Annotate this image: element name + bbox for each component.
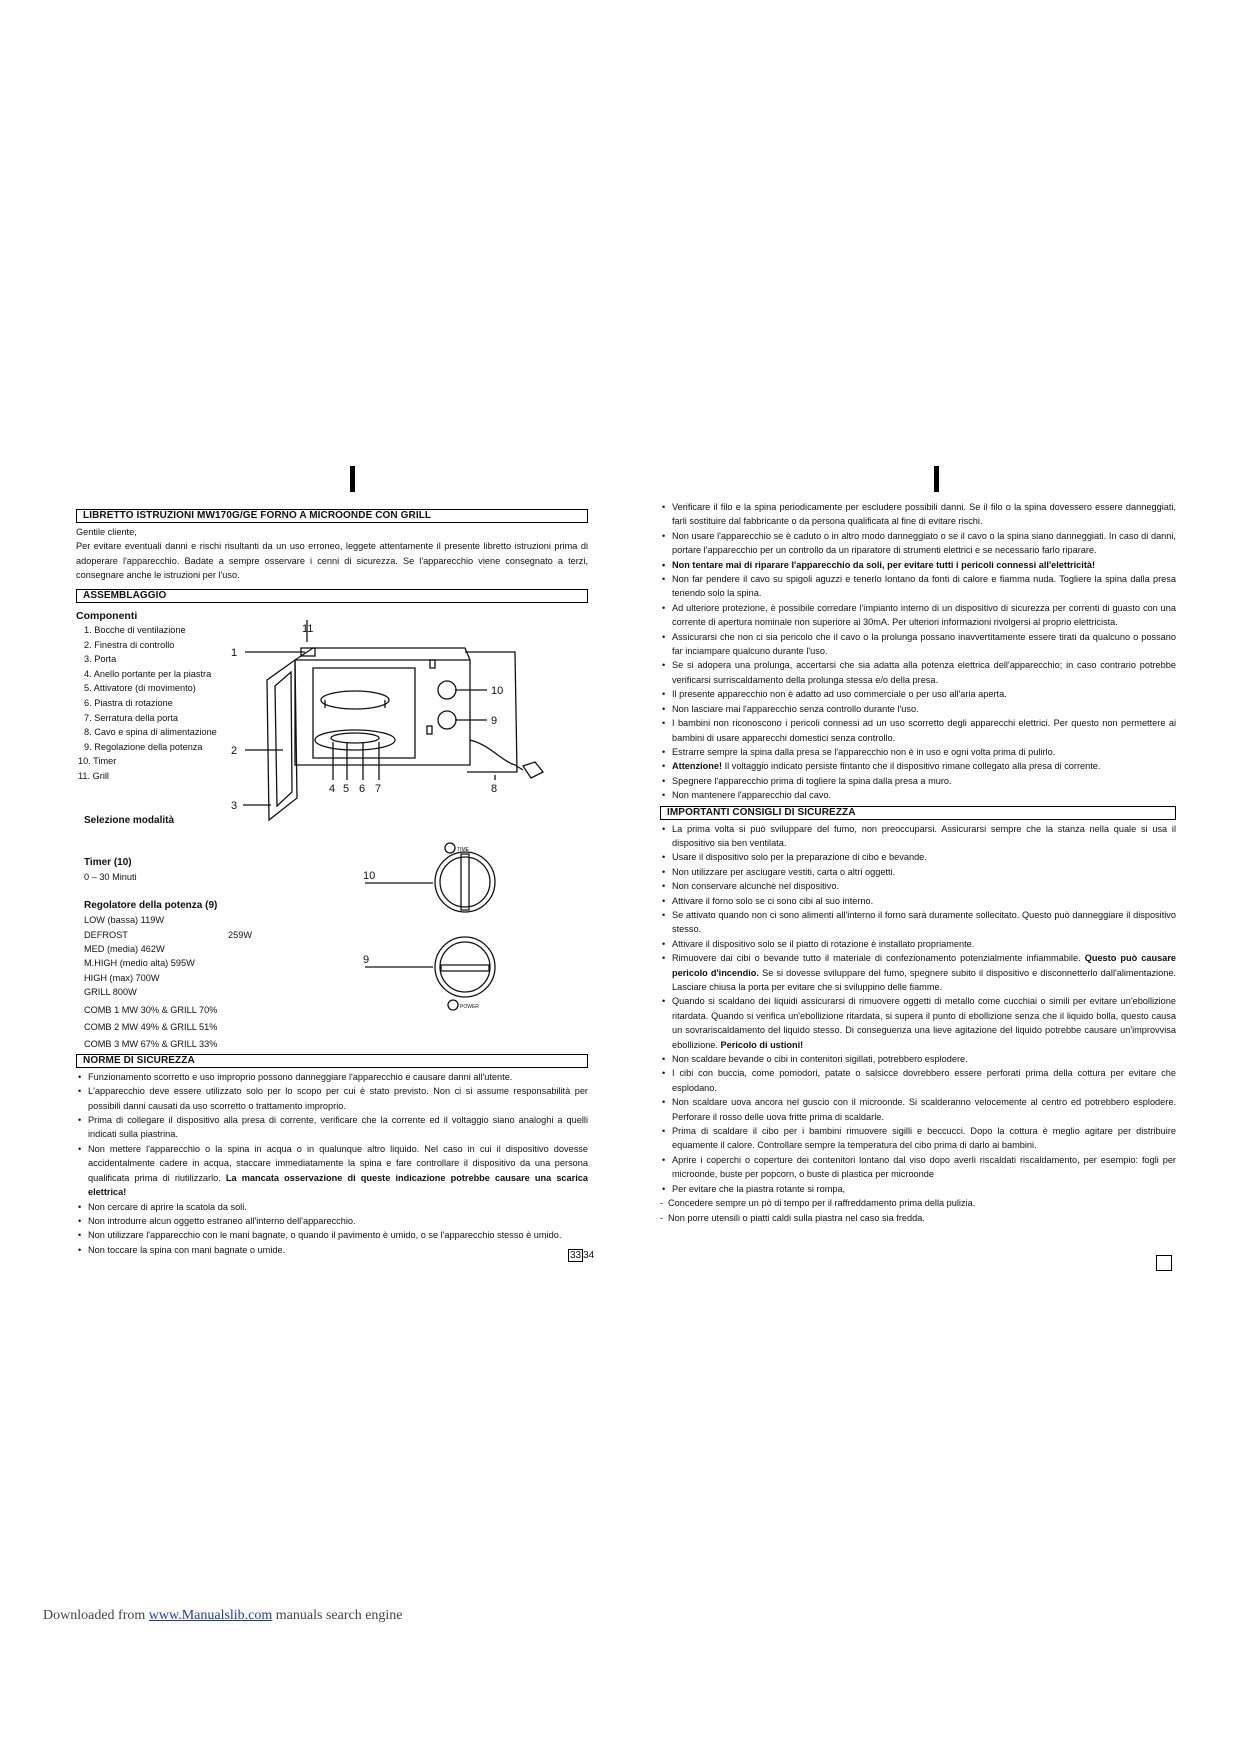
download-footer — [43, 1608, 403, 1624]
tip-liquid-warning: Pericolo di ustioni! — [720, 1039, 804, 1050]
list-item: • Spegnere l'apparecchio prima di togliere la spina dalla presa a muro. — [660, 774, 1176, 788]
callout-6: 6 — [359, 783, 366, 795]
list-item: • Non usare l'apparecchio se è caduto o in altro modo danneggiato o se il cavo o la spina siano danneggiati. In caso di danni, portare l'apparecchio per un controllo da un riparatore di strumenti elettrici e se necessario farlo riparare. — [660, 529, 1176, 558]
list-item: • Attivare il dispositivo solo se il piatto di rotazione è installato propriamente. — [660, 937, 1176, 951]
page-number-boxed: 33 — [570, 1250, 582, 1261]
list-item: • Non utilizzare per asciugare vestiti, carta o altri oggetti. — [660, 865, 1176, 879]
list-item: • Aprire i coperchi o coperture dei contenitori lontano dal viso dopo averli riscaldati riscaldamento, per esempio: fogli per microonde, buste per popcorn, o buste di plastica per microonde — [660, 1153, 1176, 1182]
footer-suffix: manuals search engine — [272, 1608, 403, 1623]
callout-9: 9 — [491, 715, 498, 727]
callout-2: 2 — [231, 745, 238, 757]
list-item: 10. Timer — [78, 756, 117, 767]
tip-liquid-text: Quando si scaldano dei liquidi assicurarsi di rimuovere oggetti di metallo come cucchiai o simili per evitare un'ebollizione ritardata. Quando si verifica un'ebollizione ritardata, si supera il punto di ebollizione senza che il liquido bolla, questo causa un sovrariscaldamento del liquido stesso. Di conseguenza una lieve agitazione del liquido potrebbe causare un'improvvisa ebollizione. — [672, 996, 1176, 1050]
list-item: 7. Serratura della porta — [84, 712, 178, 723]
list-item: • L'apparecchio deve essere utilizzato solo per lo scopo per cui è stato previsto. Non ci si assume responsabilità per possibili danni causati da uso scorretto o trattamento improprio. — [76, 1084, 588, 1113]
manual-title: LIBRETTO ISTRUZIONI MW170G/GE FORNO A MICROONDE CON GRILL — [76, 509, 588, 523]
right-page — [660, 500, 1176, 1225]
callout-7: 7 — [375, 783, 382, 795]
page-number-plain: 34 — [583, 1250, 595, 1261]
list-item: • Non utilizzare l'apparecchio con le mani bagnate, o quando il pavimento è umido, o se l'apparecchio stesso è umido. — [76, 1228, 588, 1242]
list-item: • Non scaldare bevande o cibi in contenitori sigillati, potrebbero esplodere. — [660, 1052, 1176, 1066]
manualslib-link[interactable]: www.Manualslib.com — [148, 1608, 273, 1623]
list-item: 1. Bocche di ventilazione — [84, 625, 186, 636]
list-item — [660, 759, 1176, 773]
power-grill: GRILL 800W — [84, 987, 137, 998]
list-item — [76, 1142, 588, 1200]
tip-fire-warning: Questo può causare pericolo d'incendio. — [672, 953, 1176, 978]
safety-water-text: Non mettere l'apparecchio o la spina in acqua o in qualunque altro liquido. Nel caso in cui il dispositivo dovesse accidentalmente cadere in acqua, staccare immediatamente la spina e fare controllare il dispositivo da una persona qualificata prima di riutilizzarlo. — [88, 1143, 588, 1183]
list-item: • Non far pendere il cavo su spigoli aguzzi e tenerlo lontano da fonti di calore e fiamma nuda. Togliere la spina dalla presa tenendo solo la spina. — [660, 572, 1176, 601]
safety-heading: NORME DI SICUREZZA — [76, 1054, 588, 1068]
list-item: • Non tentare mai di riparare l'apparecchio da soli, per evitare tutti i pericoli connessi all'elettricità! — [660, 558, 1176, 572]
callout-9: 9 — [363, 954, 370, 966]
attention-label: Attenzione! — [672, 761, 723, 772]
list-item: • Non toccare la spina con mani bagnate o umide. — [76, 1243, 588, 1257]
callout-10: 10 — [491, 685, 504, 697]
list-item — [660, 994, 1176, 1052]
timer-range: 0 – 30 Minuti — [84, 872, 137, 883]
list-item: • Non conservare alcunchè nel dispositivo. — [660, 879, 1176, 893]
list-item: • Per evitare che la piastra rotante si rompa, — [660, 1182, 1176, 1196]
greeting: Gentile cliente, — [76, 527, 137, 537]
list-item: - Non porre utensili o piatti caldi sulla piastra nel caso sia fredda. — [660, 1211, 1176, 1225]
language-marker-right — [934, 466, 939, 492]
list-item: • Il presente apparecchio non è adatto ad uso commerciale o per uso all'aria aperta. — [660, 687, 1176, 701]
list-item: • Ad ulteriore protezione, è possibile corredare l'impianto interno di un dispositivo di sicurezza per correnti di guasto con una corrente di apertura nominale non superiore ai 30mA. Per ulteriori informazioni rivolgersi al proprio elettricista. — [660, 601, 1176, 630]
assembly-heading: ASSEMBLAGGIO — [76, 589, 588, 603]
list-item: - Concedere sempre un pò di tempo per il raffreddamento prima della pulizia. — [660, 1196, 1176, 1210]
list-item: • Se si adopera una prolunga, accertarsi che sia adatta alla potenza elettrica dell'apparecchio; in caso contrario potrebbe verificarsi surriscaldamento della prolunga stessa e/o della presa. — [660, 658, 1176, 687]
callout-8: 8 — [491, 783, 498, 795]
power-knob-label: POWER — [460, 1004, 479, 1010]
list-item: • Prima di collegare il dispositivo alla presa di corrente, verificare che la corrente ed il voltaggio siano analoghi a quelli indicati sulla piastrina. — [76, 1113, 588, 1142]
power-comb2: COMB 2 MW 49% & GRILL 51% — [84, 1022, 218, 1033]
safety-list-continued — [660, 500, 1176, 803]
components-title: Componenti — [76, 609, 138, 622]
callout-1: 1 — [231, 647, 238, 659]
list-item: • Non lasciare mai l'apparecchio senza controllo durante l'uso. — [660, 702, 1176, 716]
power-mhigh: M.HIGH (medio alta) 595W — [84, 958, 195, 969]
timer-title: Timer (10) — [84, 856, 132, 868]
safety-list — [76, 1070, 588, 1257]
tip-fire-text: Rimuovere dai cibi o bevande tutto il materiale di confezionamento potenzialmente infiammabile. — [672, 953, 1081, 964]
power-defrost-label: DEFROST — [84, 929, 128, 940]
microwave-diagram — [231, 620, 565, 830]
callout-11: 11 — [302, 623, 314, 635]
list-item: 4. Anello portante per la piastra — [84, 668, 212, 679]
list-item: • La prima volta si può sviluppare del fumo, non preoccuparsi. Assicurarsi sempre che la stanza nella quale si usa il dispositivo sia ben ventilata. — [660, 822, 1176, 851]
list-item: • Assicurarsi che non ci sia pericolo che il cavo o la prolunga possano inavvertitamente essere tirati da qualcuno o possano far inciampare qualcuno durante l'uso. — [660, 630, 1176, 659]
list-item: 9. Regolazione della potenza — [84, 741, 203, 752]
power-med: MED (media) 462W — [84, 944, 165, 954]
power-defrost-value: 259W — [228, 929, 253, 940]
tips-list — [660, 822, 1176, 1197]
list-item: • Non mantenere l'apparecchio dal cavo. — [660, 788, 1176, 802]
list-item: • Funzionamento scorretto e uso improprio possono danneggiare l'apparecchio e causare danni all'utente. — [76, 1070, 588, 1084]
list-item: 2. Finestra di controllo — [84, 639, 175, 650]
list-item: • Non introdurre alcun oggetto estraneo all'interno dell'apparecchio. — [76, 1214, 588, 1228]
power-title: Regolatore della potenza (9) — [84, 899, 218, 911]
power-comb1: COMB 1 MW 30% & GRILL 70% — [84, 1004, 218, 1015]
callout-10: 10 — [363, 870, 376, 882]
time-knob-label: TIME — [457, 847, 469, 853]
list-item: • Attivare il forno solo se ci sono cibi al suo interno. — [660, 894, 1176, 908]
list-item: 11. Grill — [78, 770, 109, 781]
power-high: HIGH (max) 700W — [84, 972, 160, 983]
language-marker-left — [350, 466, 355, 492]
list-item: • I bambini non riconoscono i pericoli connessi ad un uso scorretto degli apparecchi elettrici. Per questo non permettere ai bambini di usare apparecchi domestici senza controllo. — [660, 716, 1176, 745]
list-item: • Non cercare di aprire la scatola da soli. — [76, 1200, 588, 1214]
tips-heading: IMPORTANTI CONSIGLI DI SICUREZZA — [660, 806, 1176, 820]
list-item: • Se attivato quando non ci sono alimenti all'interno il forno sarà duramente sollecitato. Questo può danneggiare il dispositivo stesso. — [660, 908, 1176, 937]
callout-5: 5 — [343, 783, 350, 795]
power-low: LOW (bassa) 119W — [84, 915, 164, 926]
list-item: • Verificare il filo e la spina periodicamente per escludere possibili danni. Se il filo o la spina dovessero essere danneggiati, farli sostituire dal fabbricante o da persona qualificata al fine di evitare rischi. — [660, 500, 1176, 529]
list-item: • Prima di scaldare il cibo per i bambini rimuovere sigilli e beccucci. Dopo la cottura è meglio agitare per distribuire equamente il calore. Controllare sempre la temperatura del cibo prima di darlo ai bambini. — [660, 1124, 1176, 1153]
turntable-tips — [660, 1196, 1176, 1225]
intro-paragraph: Per evitare eventuali danni e rischi risultanti da un uso erroneo, leggete attentamente il presente libretto istruzioni prima di adoperare l'apparecchio. Badate a sempre osservare i cenni di sicurezza. Se l'apparecchio viene consegnato a terzi, consegnare anche le istruzioni per l'uso. — [76, 541, 588, 581]
list-item: 8. Cavo e spina di alimentazione — [84, 727, 217, 738]
tip-fire-rest: Se si dovesse sviluppare del fumo, spegnere subito il dispositivo e disconnetterlo dall'alimentazione. Lasciare chiusa la porta per evitare che si sviluppino delle fiamme. — [672, 967, 1176, 992]
list-item — [660, 951, 1176, 994]
power-comb3: COMB 3 MW 67% & GRILL 33% — [84, 1039, 218, 1050]
callout-4: 4 — [329, 783, 336, 795]
control-knobs-diagram — [365, 840, 565, 1020]
list-item: 5. Attivatore (di movimento) — [84, 683, 196, 694]
mode-selection-title: Selezione modalità — [84, 814, 175, 826]
safety-water-warning: La mancata osservazione di queste indicazione potrebbe causare una scarica elettrica! — [88, 1172, 588, 1198]
list-item: • Non scaldare uova ancora nel guscio con il microonde. Si scalderanno velocemente al centro ed potrebbero esplodere. Perforare il rosso delle uova fritte prima di scaldarle. — [660, 1095, 1176, 1124]
list-item: • I cibi con buccia, come pomodori, patate o salsicce dovrebbero essere perforati prima della cottura per evitare che esplodano. — [660, 1066, 1176, 1095]
footer-prefix: Downloaded from — [43, 1608, 149, 1623]
list-item: • Estrarre sempre la spina dalla presa se l'apparecchio non è in uso e ogni volta prima di pulirlo. — [660, 745, 1176, 759]
attention-text: Il voltaggio indicato persiste fintanto che il dispositivo rimane collegato alla presa di corrente. — [724, 761, 1101, 772]
list-item: 6. Piastra di rotazione — [84, 698, 173, 708]
callout-3: 3 — [231, 800, 238, 812]
page-number-left — [568, 1250, 594, 1261]
list-item: 3. Porta — [84, 654, 117, 665]
list-item: • Usare il dispositivo solo per la preparazione di cibo e bevande. — [660, 850, 1176, 864]
page-number-box-right — [1156, 1255, 1172, 1271]
